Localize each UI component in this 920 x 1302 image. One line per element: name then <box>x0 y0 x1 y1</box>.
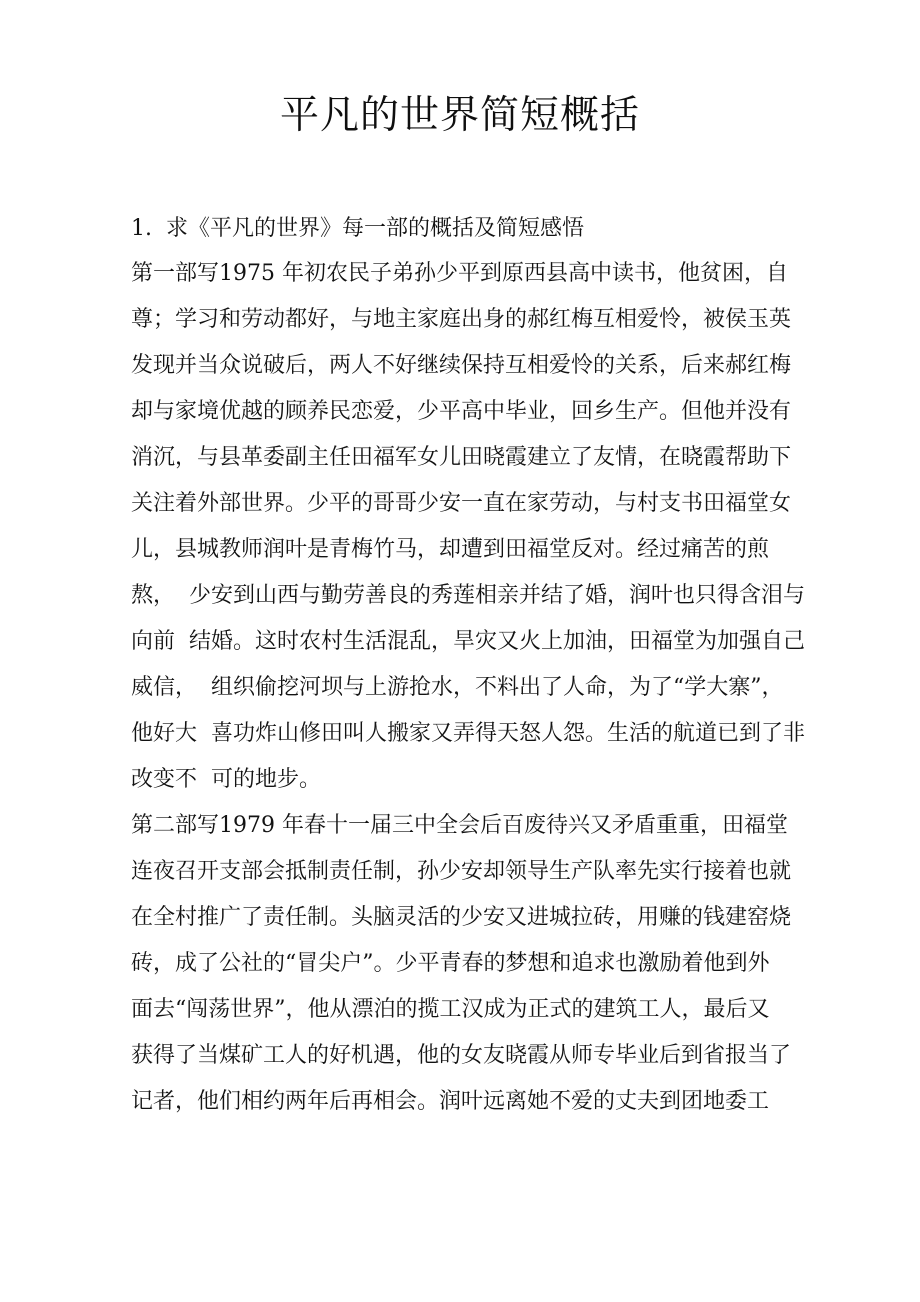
text-line: 却与家境优越的顾养民恋爱，少平高中毕业，回乡生产。但他并没有 <box>131 399 792 424</box>
text-line: 第二部写1979 年春十一届三中全会后百废待兴又矛盾重重，田福堂 <box>131 813 788 838</box>
text-line: 连夜召开支部会抵制责任制，孙少安却领导生产队率先实行接着也就 <box>131 859 792 884</box>
text-line: 向前 结婚。这时农村生活混乱，旱灾又火上加油，田福堂为加强自己 <box>131 629 805 654</box>
text-line: 关注着外部世界。少平的哥哥少安一直在家劳动，与村支书田福堂女 <box>131 491 792 516</box>
text-line: 改变不 可的地步。 <box>131 767 321 792</box>
text-line: 威信， 组织偷挖河坝与上游抢水，不料出了人命，为了“学大寨”， <box>131 675 784 700</box>
text-line: 1. 求《平凡的世界》每一部的概括及简短感悟 <box>131 216 584 241</box>
text-line: 砖，成了公社的“冒尖户”。少平青春的梦想和追求也激励着他到外 <box>131 951 770 976</box>
text-line: 面去“闯荡世界”，他从漂泊的揽工汉成为正式的建筑工人，最后又 <box>131 997 770 1022</box>
text-line: 在全村推广了责任制。头脑灵活的少安又进城拉砖，用赚的钱建窑烧 <box>131 905 792 930</box>
text-line: 熬， 少安到山西与勤劳善良的秀莲相亲并结了婚，润叶也只得含泪与 <box>131 583 805 608</box>
text-line: 记者，他们相约两年后再相会。润叶远离她不爱的丈夫到团地委工 <box>131 1089 770 1114</box>
text-line: 儿，县城教师润叶是青梅竹马，却遭到田福堂反对。经过痛苦的煎 <box>131 537 770 562</box>
text-line: 获得了当煤矿工人的好机遇，他的女友晓霞从师专毕业后到省报当了 <box>131 1043 792 1068</box>
text-line: 他好大 喜功炸山修田叫人搬家又弄得天怒人怨。生活的航道已到了非 <box>131 721 805 746</box>
text-line: 第一部写1975 年初农民子弟孙少平到原西县高中读书，他贫困，自 <box>131 261 788 286</box>
document-title: 平凡的世界简短概括 <box>279 93 640 138</box>
text-line: 消沉，与县革委副主任田福军女儿田晓霞建立了友情，在晓霞帮助下 <box>131 445 792 470</box>
text-line: 发现并当众说破后，两人不好继续保持互相爱怜的关系，后来郝红梅 <box>131 353 792 378</box>
text-line: 尊；学习和劳动都好，与地主家庭出身的郝红梅互相爱怜，被侯玉英 <box>131 307 792 332</box>
